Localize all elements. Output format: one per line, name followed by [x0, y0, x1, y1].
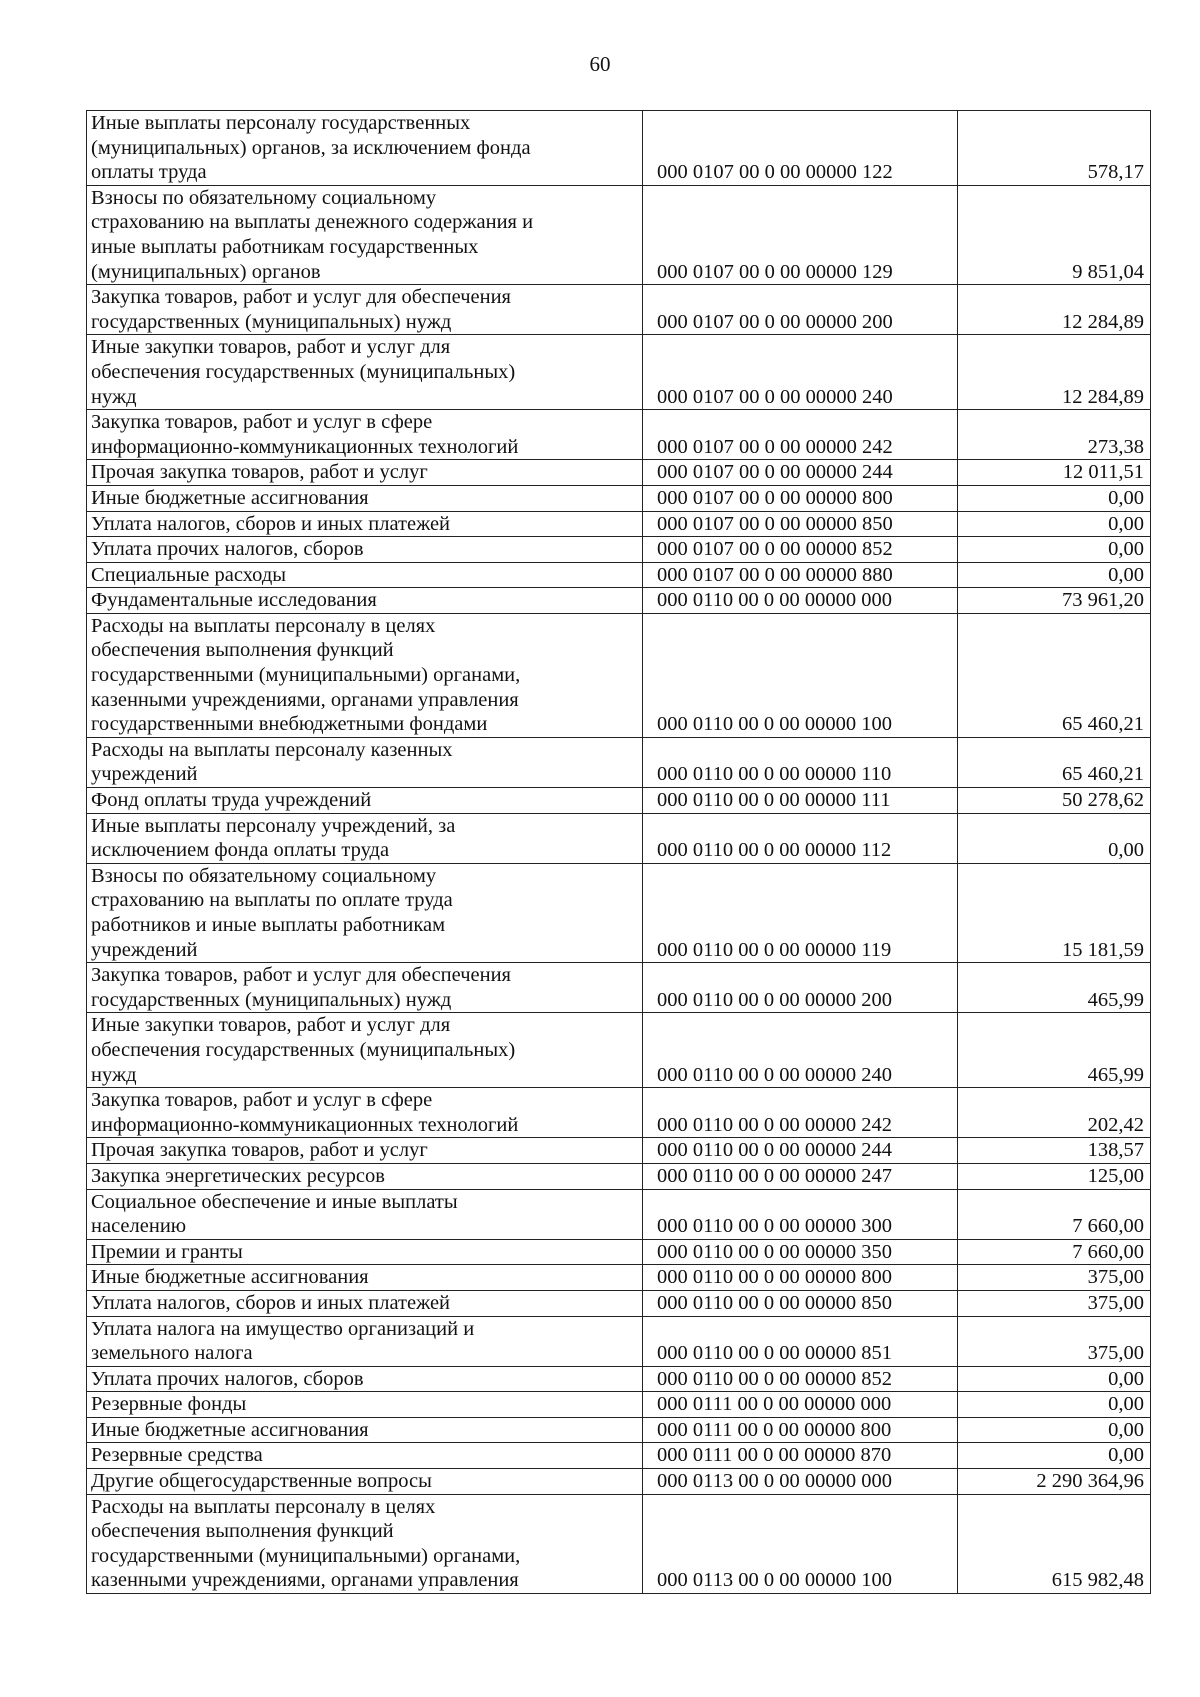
row-name-cell: Уплата налогов, сборов и иных платежей: [87, 511, 643, 537]
row-code-cell: 000 0107 00 0 00 00000 129: [643, 185, 958, 284]
row-amount-cell: 7 660,00: [958, 1189, 1151, 1239]
table-row: [87, 410, 1151, 460]
row-code-cell: 000 0107 00 0 00 00000 244: [643, 460, 958, 486]
row-amount-cell: 0,00: [958, 562, 1151, 588]
row-code-cell: 000 0110 00 0 00 00000 350: [643, 1239, 958, 1265]
row-amount-cell: 375,00: [958, 1290, 1151, 1316]
table-row: [87, 1265, 1151, 1291]
row-amount-cell: 12 011,51: [958, 460, 1151, 486]
row-amount-cell: 2 290 364,96: [958, 1469, 1151, 1495]
row-name-cell: Фундаментальные исследования: [87, 588, 643, 614]
row-amount-cell: 12 284,89: [958, 335, 1151, 410]
table-row: [87, 562, 1151, 588]
row-code-cell: 000 0113 00 0 00 00000 100: [643, 1494, 958, 1593]
table-row: [87, 788, 1151, 814]
row-amount-cell: 0,00: [958, 813, 1151, 863]
row-name-cell: Уплата налогов, сборов и иных платежей: [87, 1290, 643, 1316]
row-amount-cell: 0,00: [958, 1443, 1151, 1469]
row-amount-cell: 465,99: [958, 963, 1151, 1013]
table-row: [87, 460, 1151, 486]
table-row: [87, 1366, 1151, 1392]
row-amount-cell: 73 961,20: [958, 588, 1151, 614]
row-amount-cell: 375,00: [958, 1265, 1151, 1291]
table-row: [87, 1189, 1151, 1239]
table-row: [87, 1013, 1151, 1088]
row-code-cell: 000 0107 00 0 00 00000 242: [643, 410, 958, 460]
row-name-cell: Расходы на выплаты персоналу в целях обеспечения выполнения функций государственными (муниципальными) органами, казенными учреждениями, органами управления государственными внебюджетными фондами: [87, 613, 643, 737]
row-amount-cell: 125,00: [958, 1163, 1151, 1189]
row-name-cell: Прочая закупка товаров, работ и услуг: [87, 460, 643, 486]
table-row: [87, 185, 1151, 284]
table-row: [87, 1239, 1151, 1265]
row-name-cell: Резервные фонды: [87, 1392, 643, 1418]
row-amount-cell: 65 460,21: [958, 737, 1151, 787]
table-row: [87, 863, 1151, 962]
row-code-cell: 000 0107 00 0 00 00000 200: [643, 285, 958, 335]
row-code-cell: 000 0110 00 0 00 00000 800: [643, 1265, 958, 1291]
row-amount-cell: 273,38: [958, 410, 1151, 460]
row-name-cell: Уплата прочих налогов, сборов: [87, 1366, 643, 1392]
row-name-cell: Иные бюджетные ассигнования: [87, 1265, 643, 1291]
row-amount-cell: 0,00: [958, 485, 1151, 511]
row-amount-cell: 0,00: [958, 511, 1151, 537]
table-row: [87, 613, 1151, 737]
table-row: [87, 1443, 1151, 1469]
row-name-cell: Иные бюджетные ассигнования: [87, 1417, 643, 1443]
row-code-cell: 000 0110 00 0 00 00000 119: [643, 863, 958, 962]
row-name-cell: Расходы на выплаты персоналу в целях обеспечения выполнения функций государственными (муниципальными) органами, казенными учреждениями, органами управления: [87, 1494, 643, 1593]
row-amount-cell: 465,99: [958, 1013, 1151, 1088]
row-name-cell: Иные бюджетные ассигнования: [87, 485, 643, 511]
row-code-cell: 000 0110 00 0 00 00000 111: [643, 788, 958, 814]
row-amount-cell: 0,00: [958, 1417, 1151, 1443]
row-name-cell: Взносы по обязательному социальному страхованию на выплаты по оплате труда работников и иные выплаты работникам учреждений: [87, 863, 643, 962]
row-name-cell: Иные выплаты персоналу учреждений, за исключением фонда оплаты труда: [87, 813, 643, 863]
row-name-cell: Закупка энергетических ресурсов: [87, 1163, 643, 1189]
table-row: [87, 1290, 1151, 1316]
page-number: 60: [589, 52, 611, 76]
table-row: [87, 1494, 1151, 1593]
row-name-cell: Расходы на выплаты персоналу казенных учреждений: [87, 737, 643, 787]
row-amount-cell: 578,17: [958, 111, 1151, 186]
row-name-cell: Взносы по обязательному социальному страхованию на выплаты денежного содержания и иные выплаты работникам государственных (муниципальных) органов: [87, 185, 643, 284]
row-code-cell: 000 0111 00 0 00 00000 800: [643, 1417, 958, 1443]
row-amount-cell: 65 460,21: [958, 613, 1151, 737]
row-code-cell: 000 0110 00 0 00 00000 247: [643, 1163, 958, 1189]
row-name-cell: Иные выплаты персоналу государственных (муниципальных) органов, за исключением фонда оплаты труда: [87, 111, 643, 186]
row-amount-cell: 0,00: [958, 537, 1151, 563]
row-amount-cell: 138,57: [958, 1138, 1151, 1164]
row-code-cell: 000 0110 00 0 00 00000 110: [643, 737, 958, 787]
row-amount-cell: 7 660,00: [958, 1239, 1151, 1265]
row-name-cell: Прочая закупка товаров, работ и услуг: [87, 1138, 643, 1164]
row-name-cell: Премии и гранты: [87, 1239, 643, 1265]
row-name-cell: Уплата прочих налогов, сборов: [87, 537, 643, 563]
row-name-cell: Закупка товаров, работ и услуг для обеспечения государственных (муниципальных) нужд: [87, 285, 643, 335]
row-code-cell: 000 0110 00 0 00 00000 851: [643, 1316, 958, 1366]
row-code-cell: 000 0107 00 0 00 00000 852: [643, 537, 958, 563]
table-row: [87, 963, 1151, 1013]
table-row: [87, 485, 1151, 511]
table-row: [87, 1163, 1151, 1189]
row-code-cell: 000 0107 00 0 00 00000 122: [643, 111, 958, 186]
row-code-cell: 000 0110 00 0 00 00000 200: [643, 963, 958, 1013]
row-code-cell: 000 0111 00 0 00 00000 870: [643, 1443, 958, 1469]
row-amount-cell: 0,00: [958, 1392, 1151, 1418]
row-code-cell: 000 0111 00 0 00 00000 000: [643, 1392, 958, 1418]
row-name-cell: Специальные расходы: [87, 562, 643, 588]
row-code-cell: 000 0110 00 0 00 00000 850: [643, 1290, 958, 1316]
table-row: [87, 1392, 1151, 1418]
row-code-cell: 000 0110 00 0 00 00000 000: [643, 588, 958, 614]
row-amount-cell: 202,42: [958, 1088, 1151, 1138]
table-row: [87, 285, 1151, 335]
table-row: [87, 511, 1151, 537]
row-code-cell: 000 0110 00 0 00 00000 852: [643, 1366, 958, 1392]
row-amount-cell: 0,00: [958, 1366, 1151, 1392]
budget-table-body: [87, 111, 1151, 1594]
row-amount-cell: 50 278,62: [958, 788, 1151, 814]
row-code-cell: 000 0107 00 0 00 00000 880: [643, 562, 958, 588]
row-name-cell: Закупка товаров, работ и услуг в сфере информационно-коммуникационных технологий: [87, 410, 643, 460]
row-code-cell: 000 0110 00 0 00 00000 240: [643, 1013, 958, 1088]
table-row: [87, 1469, 1151, 1495]
row-name-cell: Социальное обеспечение и иные выплаты населению: [87, 1189, 643, 1239]
row-code-cell: 000 0107 00 0 00 00000 850: [643, 511, 958, 537]
row-code-cell: 000 0110 00 0 00 00000 100: [643, 613, 958, 737]
row-name-cell: Уплата налога на имущество организаций и земельного налога: [87, 1316, 643, 1366]
row-code-cell: 000 0110 00 0 00 00000 300: [643, 1189, 958, 1239]
table-row: [87, 537, 1151, 563]
table-row: [87, 335, 1151, 410]
table-row: [87, 1417, 1151, 1443]
row-name-cell: Иные закупки товаров, работ и услуг для обеспечения государственных (муниципальных) нужд: [87, 335, 643, 410]
row-name-cell: Закупка товаров, работ и услуг в сфере информационно-коммуникационных технологий: [87, 1088, 643, 1138]
table-row: [87, 111, 1151, 186]
table-row: [87, 737, 1151, 787]
budget-table: [86, 110, 1151, 1594]
row-name-cell: Резервные средства: [87, 1443, 643, 1469]
table-row: [87, 1316, 1151, 1366]
row-amount-cell: 15 181,59: [958, 863, 1151, 962]
table-row: [87, 1088, 1151, 1138]
row-amount-cell: 9 851,04: [958, 185, 1151, 284]
row-code-cell: 000 0110 00 0 00 00000 244: [643, 1138, 958, 1164]
row-amount-cell: 375,00: [958, 1316, 1151, 1366]
row-code-cell: 000 0107 00 0 00 00000 800: [643, 485, 958, 511]
table-row: [87, 588, 1151, 614]
table-row: [87, 813, 1151, 863]
table-row: [87, 1138, 1151, 1164]
row-name-cell: Закупка товаров, работ и услуг для обеспечения государственных (муниципальных) нужд: [87, 963, 643, 1013]
row-code-cell: 000 0110 00 0 00 00000 242: [643, 1088, 958, 1138]
row-amount-cell: 615 982,48: [958, 1494, 1151, 1593]
row-code-cell: 000 0113 00 0 00 00000 000: [643, 1469, 958, 1495]
row-name-cell: Другие общегосударственные вопросы: [87, 1469, 643, 1495]
row-name-cell: Фонд оплаты труда учреждений: [87, 788, 643, 814]
row-code-cell: 000 0110 00 0 00 00000 112: [643, 813, 958, 863]
row-code-cell: 000 0107 00 0 00 00000 240: [643, 335, 958, 410]
row-amount-cell: 12 284,89: [958, 285, 1151, 335]
row-name-cell: Иные закупки товаров, работ и услуг для обеспечения государственных (муниципальных) нужд: [87, 1013, 643, 1088]
